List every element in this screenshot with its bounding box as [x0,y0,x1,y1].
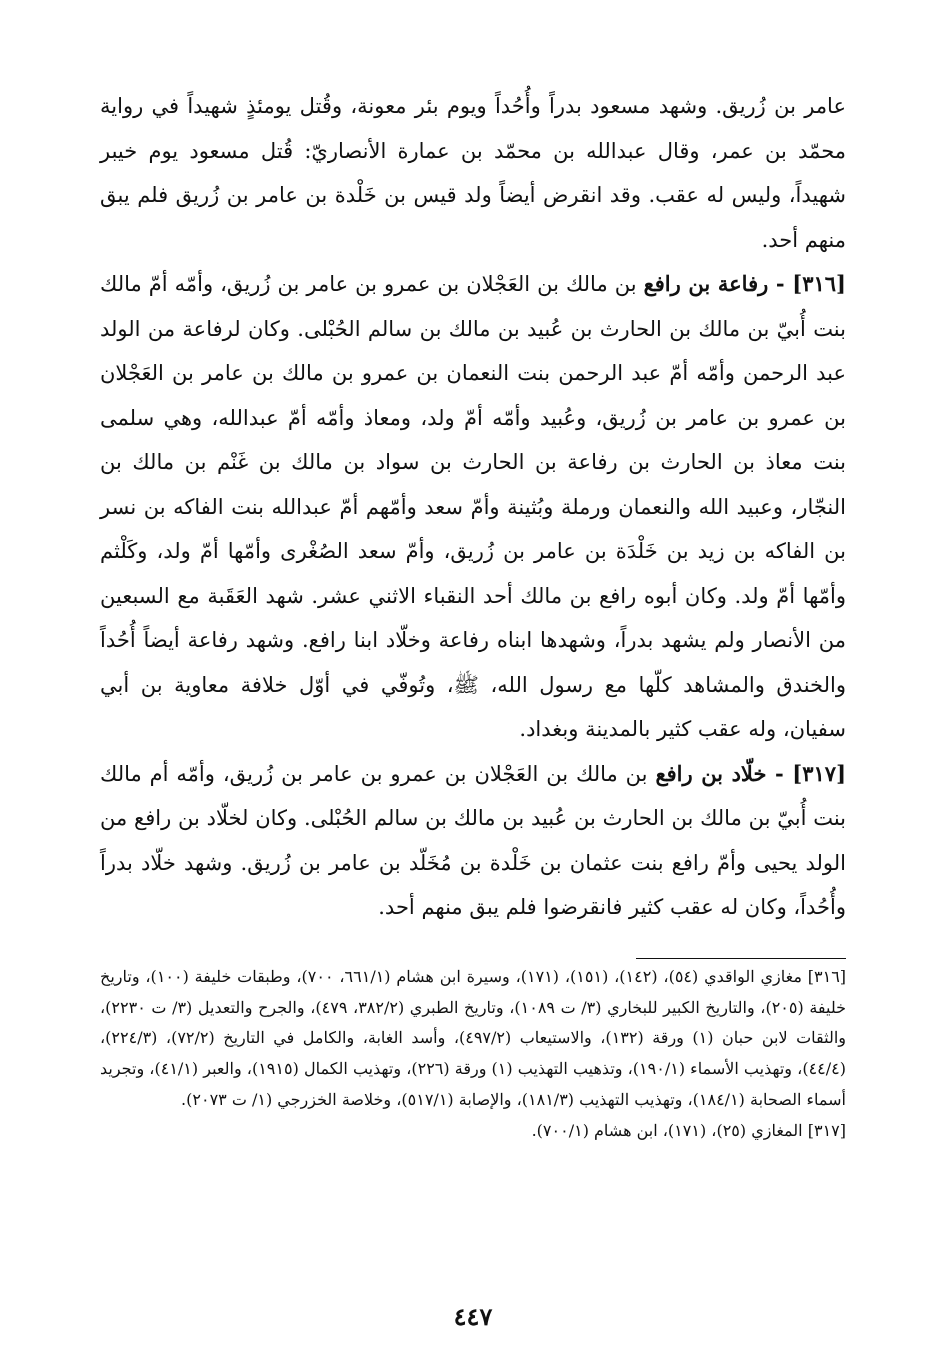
footnote-316 [100,962,846,1116]
page-number: ٤٤٧ [453,1302,493,1331]
footnote-separator [636,958,846,959]
main-text [100,84,846,930]
footnotes [100,962,846,1146]
paragraph-text: عامر بن زُريق. وشهد مسعود بدراً وأُحُداً ويوم بئر معونة، وقُتل يومئذٍ شهيداً في رواية محمّد بن عمر، وقال عبدالله بن محمّد بن عمارة الأنصاريّ: قُتل مسعود يوم خيبر شهيداً، وليس له عقب. وقد انقرض أيضاً ولد قيس بن خَلْدة بن عامر بن زُريق فلم يبق منهم أحد. [100,94,846,252]
entry-text: بن مالك بن العَجْلان بن عمرو بن عامر بن زُريق، وأمّه أمّ مالك بنت أُبيّ بن مالك بن الحارث بن عُبيد بن مالك بن سالم الحُبْلى. وكان لرفاعة من الولد عبد الرحمن وأمّه أمّ عبد الرحمن بنت النعمان بن عمرو بن مالك بن عامر بن العَجْلان بن عمرو بن عامر بن زُريق، وعُبيد وأمّه أمّ ولد، ومعاذ وأمّه أمّ عبدالله، وهي سلمى بنت معاذ بن الحارث بن رفاعة بن الحارث بن سواد بن مالك بن غَنْم بن مالك بن النجّار، وعبيد الله والنعمان ورملة وبُثينة وأمّ سعد وأمّهم أمّ عبدالله بنت الفاكه بن نسر بن الفاكه بن زيد بن خَلْدَة بن عامر بن زُريق، وأمّ سعد الصُغْرى وأمّها أمّ ولد، وكَلْثم وأمّها أمّ ولد. وكان أبوه رافع بن مالك أحد النقباء الاثني عشر. شهد العَقَبة مع السبعين من الأنصار ولم يشهد بدراً، وشهدها ابناه رفاعة وخلّاد ابنا رافع. وشهد رفاعة أيضاً أُحُداً والخندق والمشاهد كلّها مع رسول الله، ﷺ، وتُوفّي في أوّل خلافة معاوية بن أبي سفيان، وله عقب كثير بالمدينة وبغداد. [100,272,846,741]
paragraph-continuation [100,84,846,262]
footnote-label: [٣١٧] [807,1120,846,1140]
entry-316 [100,262,846,752]
footnote-text: مغازي الواقدي (٥٤)، (١٤٢)، (١٥١)، (١٧١)، وسيرة ابن هشام (٦٦١/١، ٧٠٠)، وطبقات خليفة (١٠٠)، وتاريخ خليفة (٢٠٥)، والتاريخ الكبير للبخاري (٣/ ت ١٠٨٩)، وتاريخ الطبري (٣٨٢/٢، ٤٧٩)، والجرح والتعديل (٣/ ت ٢٢٣٠)، والثقات لابن حبان (١) ورقة (١٣٢)، والاستيعاب (٤٩٧/٢)، وأسد الغابة، والكامل في التاريخ (٧٢/٢)، (٢٢٤/٣)، (٤٤/٤)، وتهذيب الأسماء (١٩٠/١)، وتذهيب التهذيب (١) ورقة (٢٢٦)، وتهذيب الكمال (١٩١٥)، والعبر (٤١/١)، وتجريد أسماء الصحابة (١٨٤/١)، وتهذيب التهذيب (١٨١/٣)، والإصابة (٥١٧/١)، وخلاصة الخزرجي (١/ ت ٢٠٧٣). [100,967,847,1109]
entry-317 [100,752,846,930]
entry-heading: [٣١٧] - خلّاد بن رافع [655,760,846,786]
footnote-label: [٣١٦] [807,967,847,986]
footnote-317 [100,1116,846,1147]
entry-heading: [٣١٦] - رفاعة بن رافع [643,271,846,296]
footnote-text: المغازي (٢٥)، (١٧١)، ابن هشام (٧٠٠/١). [531,1120,803,1140]
entry-text: بن مالك بن العَجْلان بن عمرو بن عامر بن زُريق، وأمّه أم مالك بنت أُبيّ بن مالك بن الحارث بن عُبيد بن مالك بن سالم الحُبْلى. وكان لخلّاد بن رافع من الولد يحيى وأمّ رافع بنت عثمان بن خَلْدة بن مُخَلّد بن عامر بن زُريق. وشهد خلّاد بدراً وأُحُداً، وكان له عقب كثير فانقرضوا فلم يبق منهم أحد. [100,761,846,919]
